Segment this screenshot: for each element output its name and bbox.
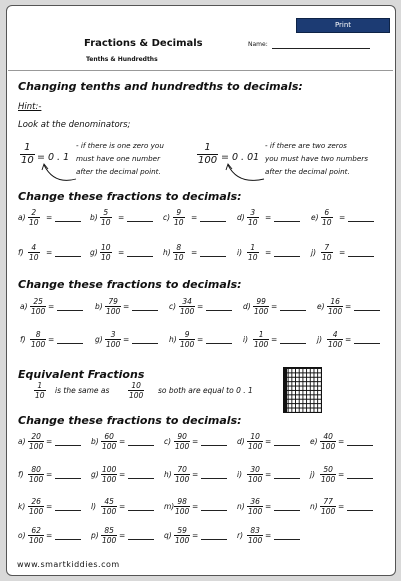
answer-blank[interactable]: [206, 310, 232, 311]
answer-blank[interactable]: [274, 256, 300, 257]
equals-sign: =: [265, 437, 272, 446]
exercise-fraction: $\frac{8}{100}$: [31, 330, 46, 349]
exercise-fraction: $\frac{79}{100}$: [106, 297, 121, 316]
equals-sign: =: [197, 302, 204, 311]
hundred-grid: [283, 367, 322, 413]
exercise-label: m): [164, 502, 175, 511]
answer-blank[interactable]: [274, 445, 300, 446]
exercise-label: l): [91, 502, 97, 511]
equals-sign: =: [339, 213, 346, 222]
exercise-fraction: $\frac{3}{100}$: [106, 330, 121, 349]
equals-sign: =: [197, 335, 204, 344]
answer-blank[interactable]: [128, 539, 154, 540]
exercise-label: f): [18, 470, 24, 479]
print-button[interactable]: Print: [296, 18, 390, 33]
exercise-label: o): [18, 531, 26, 540]
example2-fraction: $\frac{1}{100}$: [198, 142, 218, 166]
exercise-fraction: $\frac{62}{100}$: [29, 526, 44, 545]
answer-blank[interactable]: [201, 510, 227, 511]
exercise-fraction: $\frac{26}{100}$: [29, 497, 44, 516]
exercise-fraction: $\frac{60}{100}$: [102, 432, 117, 451]
footer-url[interactable]: www.smartkiddies.com: [17, 560, 120, 569]
equals-sign: =: [46, 213, 53, 222]
exercise-fraction: $\frac{36}{100}$: [248, 497, 263, 516]
page-subtitle: Tenths & Hundredths: [86, 56, 158, 63]
equiv-right-fraction: $\frac{10}{100}$: [129, 381, 144, 400]
exercise-fraction: $\frac{3}{10}$: [248, 208, 258, 227]
answer-blank[interactable]: [274, 539, 300, 540]
exercise-label: r): [237, 531, 244, 540]
answer-blank[interactable]: [354, 310, 380, 311]
exercise-label: e): [310, 437, 318, 446]
equals-sign: =: [339, 248, 346, 257]
section-heading-equivalent: Equivalent Fractions: [18, 368, 145, 381]
exercise-label: a): [20, 302, 28, 311]
page-title: Fractions & Decimals: [84, 38, 203, 49]
answer-blank[interactable]: [274, 478, 300, 479]
exercise-label: p): [91, 531, 99, 540]
exercise-label: i): [237, 470, 243, 479]
exercise-label: h): [164, 470, 172, 479]
divider: [8, 70, 393, 71]
answer-blank[interactable]: [354, 343, 380, 344]
exercise-label: d): [237, 213, 245, 222]
exercise-label: c): [163, 213, 171, 222]
answer-blank[interactable]: [55, 539, 81, 540]
exercise-fraction: $\frac{45}{100}$: [102, 497, 117, 516]
exercise-fraction: $\frac{100}{100}$: [102, 465, 117, 484]
name-label: Name:: [248, 41, 268, 48]
exercise-fraction: $\frac{25}{100}$: [31, 297, 46, 316]
equals-sign: =: [119, 470, 126, 479]
exercise-label: j): [317, 335, 323, 344]
exercise-label: k): [18, 502, 26, 511]
exercise-fraction: $\frac{98}{100}$: [175, 497, 190, 516]
exercise-label: h): [163, 248, 171, 257]
equals-sign: =: [345, 335, 352, 344]
equals-sign: =: [118, 213, 125, 222]
equals-sign: =: [123, 302, 130, 311]
exercise-fraction: $\frac{99}{100}$: [254, 297, 269, 316]
answer-blank[interactable]: [280, 310, 306, 311]
answer-blank[interactable]: [55, 510, 81, 511]
equals-sign: =: [46, 248, 53, 257]
exercise-label: c): [169, 302, 177, 311]
exercise-fraction: $\frac{34}{100}$: [180, 297, 195, 316]
answer-blank[interactable]: [347, 510, 373, 511]
section-heading-changing: Changing tenths and hundredths to decimals:: [18, 80, 303, 93]
answer-blank[interactable]: [55, 478, 81, 479]
equals-sign: =: [118, 248, 125, 257]
equals-sign: =: [271, 302, 278, 311]
exercise-label: d): [243, 302, 251, 311]
exercise-fraction: $\frac{7}{10}$: [322, 243, 332, 262]
exercise-label: a): [18, 437, 26, 446]
equals-sign: =: [338, 502, 345, 511]
answer-blank[interactable]: [201, 539, 227, 540]
answer-blank[interactable]: [128, 445, 154, 446]
answer-blank[interactable]: [57, 310, 83, 311]
hundred-grid-shaded-column: [283, 367, 287, 412]
exercise-label: h): [169, 335, 177, 344]
answer-blank[interactable]: [127, 256, 153, 257]
instruction-text: Look at the denominators;: [18, 120, 131, 130]
exercise-label: f): [18, 248, 24, 257]
exercise-fraction: $\frac{6}{10}$: [322, 208, 332, 227]
answer-blank[interactable]: [200, 256, 226, 257]
equals-sign: =: [191, 248, 198, 257]
exercise-fraction: $\frac{10}{10}$: [101, 243, 111, 262]
exercise-fraction: $\frac{5}{10}$: [101, 208, 111, 227]
equals-sign: =: [345, 302, 352, 311]
exercise-label: a): [18, 213, 26, 222]
equals-sign: =: [265, 502, 272, 511]
equals-sign: =: [265, 248, 272, 257]
answer-blank[interactable]: [132, 343, 158, 344]
exercise-label: d): [237, 437, 245, 446]
exercise-fraction: $\frac{8}{10}$: [174, 243, 184, 262]
exercise-label: g): [91, 470, 99, 479]
arrow-icon: [224, 161, 268, 187]
equals-sign: =: [265, 213, 272, 222]
answer-blank[interactable]: [274, 221, 300, 222]
answer-blank[interactable]: [201, 445, 227, 446]
equals-sign: =: [338, 470, 345, 479]
equals-sign: =: [48, 335, 55, 344]
exercise-fraction: $\frac{4}{100}$: [328, 330, 343, 349]
answer-blank[interactable]: [347, 478, 373, 479]
equals-sign: =: [46, 502, 53, 511]
equiv-left-fraction: $\frac{1}{10}$: [35, 381, 45, 400]
section-heading-tenths: Change these fractions to decimals:: [18, 190, 242, 203]
exercise-label: g): [95, 335, 103, 344]
exercise-fraction: $\frac{50}{100}$: [321, 465, 336, 484]
exercise-fraction: $\frac{30}{100}$: [248, 465, 263, 484]
equals-sign: =: [265, 531, 272, 540]
name-field-line[interactable]: [272, 48, 370, 49]
example1-result: = 0 . 1: [37, 152, 70, 163]
answer-blank[interactable]: [200, 221, 226, 222]
equiv-tail: so both are equal to 0 . 1: [158, 386, 253, 395]
example1-note: - if there is one zero you must have one number after the decimal point.: [76, 141, 164, 176]
equals-sign: =: [46, 531, 53, 540]
equals-sign: =: [119, 531, 126, 540]
answer-blank[interactable]: [132, 310, 158, 311]
exercise-label: i): [237, 248, 243, 257]
section-heading-mixed: Change these fractions to decimals:: [18, 414, 242, 427]
equals-sign: =: [119, 437, 126, 446]
answer-blank[interactable]: [128, 478, 154, 479]
equals-sign: =: [192, 531, 199, 540]
exercise-fraction: $\frac{83}{100}$: [248, 526, 263, 545]
exercise-fraction: $\frac{10}{100}$: [248, 432, 263, 451]
example1-fraction: $\frac{1}{10}$: [21, 142, 34, 166]
equals-sign: =: [119, 502, 126, 511]
example2-result: = 0 . 01: [221, 152, 260, 163]
exercise-label: c): [164, 437, 172, 446]
equals-sign: =: [265, 470, 272, 479]
answer-blank[interactable]: [127, 221, 153, 222]
exercise-fraction: $\frac{70}{100}$: [175, 465, 190, 484]
equals-sign: =: [48, 302, 55, 311]
equiv-same-as: is the same as: [55, 386, 110, 395]
exercise-fraction: $\frac{90}{100}$: [175, 432, 190, 451]
exercise-label: b): [91, 437, 99, 446]
exercise-fraction: $\frac{1}{100}$: [254, 330, 269, 349]
exercise-label: f): [20, 335, 26, 344]
equals-sign: =: [46, 437, 53, 446]
answer-blank[interactable]: [55, 256, 81, 257]
equals-sign: =: [123, 335, 130, 344]
answer-blank[interactable]: [348, 256, 374, 257]
exercise-fraction: $\frac{59}{100}$: [175, 526, 190, 545]
answer-blank[interactable]: [201, 478, 227, 479]
equals-sign: =: [192, 502, 199, 511]
exercise-label: g): [90, 248, 98, 257]
exercise-fraction: $\frac{85}{100}$: [102, 526, 117, 545]
answer-blank[interactable]: [347, 445, 373, 446]
exercise-fraction: $\frac{9}{10}$: [174, 208, 184, 227]
arrow-icon: [40, 161, 80, 187]
exercise-label: b): [95, 302, 103, 311]
answer-blank[interactable]: [280, 343, 306, 344]
equals-sign: =: [192, 437, 199, 446]
section-heading-hundredths: Change these fractions to decimals:: [18, 278, 242, 291]
answer-blank[interactable]: [206, 343, 232, 344]
exercise-label: j): [311, 248, 317, 257]
exercise-fraction: $\frac{9}{100}$: [180, 330, 195, 349]
exercise-fraction: $\frac{80}{100}$: [29, 465, 44, 484]
equals-sign: =: [271, 335, 278, 344]
equals-sign: =: [192, 470, 199, 479]
exercise-fraction: $\frac{77}{100}$: [321, 497, 336, 516]
exercise-fraction: $\frac{4}{10}$: [29, 243, 39, 262]
exercise-label: i): [243, 335, 249, 344]
exercise-label: j): [310, 470, 316, 479]
answer-blank[interactable]: [348, 221, 374, 222]
exercise-fraction: $\frac{2}{10}$: [29, 208, 39, 227]
equals-sign: =: [191, 213, 198, 222]
example2-note: - if there are two zeros you must have two numbers after the decimal point.: [265, 141, 368, 176]
answer-blank[interactable]: [274, 510, 300, 511]
answer-blank[interactable]: [57, 343, 83, 344]
answer-blank[interactable]: [128, 510, 154, 511]
equals-sign: =: [338, 437, 345, 446]
answer-blank[interactable]: [55, 221, 81, 222]
answer-blank[interactable]: [55, 445, 81, 446]
exercise-label: n): [310, 502, 318, 511]
exercise-label: b): [90, 213, 98, 222]
hint-label: Hint:-: [18, 102, 42, 112]
exercise-fraction: $\frac{40}{100}$: [321, 432, 336, 451]
exercise-fraction: $\frac{16}{100}$: [328, 297, 343, 316]
exercise-fraction: $\frac{1}{10}$: [248, 243, 258, 262]
exercise-label: e): [311, 213, 319, 222]
exercise-label: n): [237, 502, 245, 511]
exercise-fraction: $\frac{20}{100}$: [29, 432, 44, 451]
exercise-label: q): [164, 531, 172, 540]
equals-sign: =: [46, 470, 53, 479]
exercise-label: e): [317, 302, 325, 311]
